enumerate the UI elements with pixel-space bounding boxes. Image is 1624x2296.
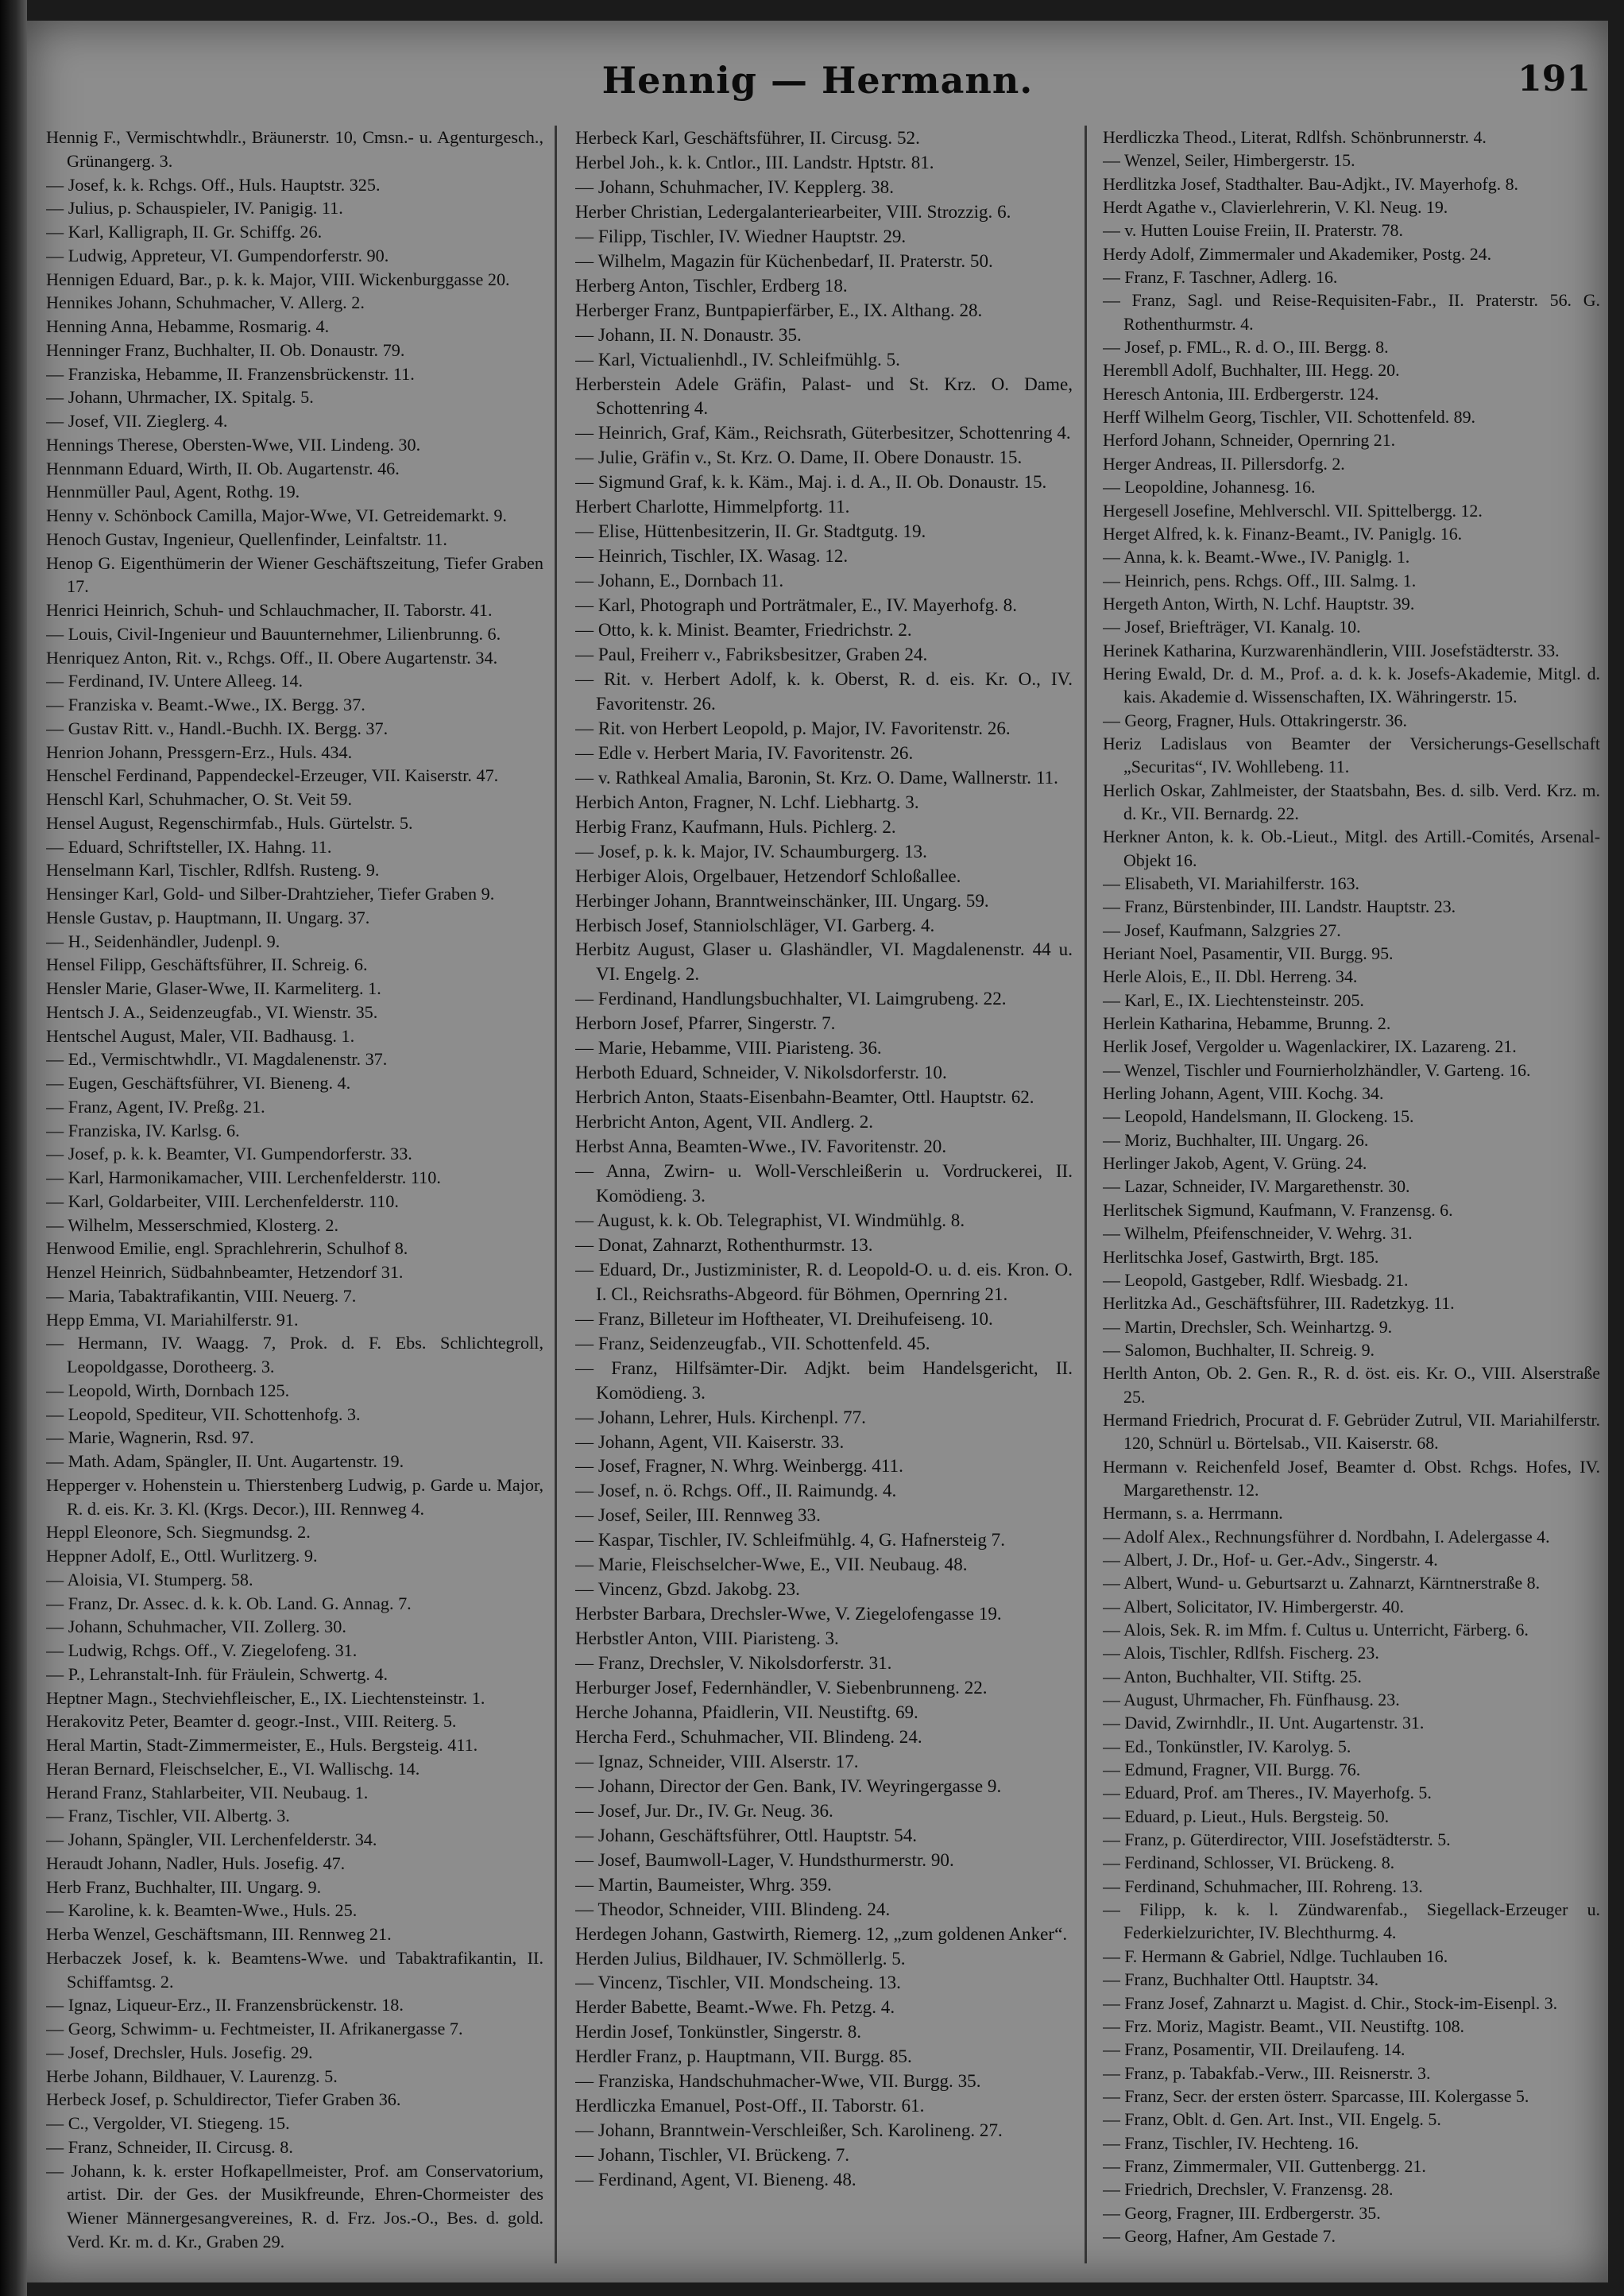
directory-entry: — Heinrich, Graf, Käm., Reichsrath, Güterbesitzer, Schottenring 4.: [575, 422, 1071, 443]
directory-entry: — Julius, p. Schauspieler, IV. Panigig. 11.: [46, 198, 343, 219]
directory-entry: Herff Wilhelm Georg, Tischler, VII. Schottenfeld. 89.: [1103, 407, 1476, 428]
directory-entry: — Franz, p. Güterdirector, VIII. Josefstädterstr. 5.: [1103, 1829, 1451, 1850]
directory-entry: — Wilhelm, Magazin für Küchenbedarf, II. Praterstr. 50.: [575, 250, 993, 271]
directory-entry: — Martin, Baumeister, Whrg. 359.: [575, 1873, 832, 1895]
directory-entry: — Maria, Tabaktrafikantin, VIII. Neuerg. 7.: [46, 1285, 357, 1306]
directory-entry: — Filipp, k. k. l. Zündwarenfab., Siegellack-Erzeuger u. Federkielzurichter, IV. Blechthurmg. 4.: [1103, 1899, 1600, 1943]
directory-entry: — Franz, F. Taschner, Adlerg. 16.: [1103, 267, 1338, 288]
directory-entry: — Karl, Harmonikamacher, VIII. Lerchenfelderstr. 110.: [46, 1167, 441, 1187]
directory-entry: — Josef, Drechsler, Huls. Josefig. 29.: [46, 2042, 313, 2062]
directory-entry: — Ludwig, Rchgs. Off., V. Ziegelofeng. 31.: [46, 1640, 358, 1660]
directory-entry: Herber Christian, Ledergalanteriearbeiter, VIII. Strozzig. 6.: [575, 200, 1011, 222]
directory-entry: — August, k. k. Ob. Telegraphist, VI. Windmühlg. 8.: [575, 1209, 965, 1230]
directory-entry: — Eugen, Geschäftsführer, VI. Bieneng. 4.: [46, 1073, 351, 1093]
directory-entry: — Josef, Briefträger, VI. Kanalg. 10.: [1103, 617, 1361, 637]
directory-entry: Herbel Joh., k. k. Cntlor., III. Landstr. Hptstr. 81.: [575, 151, 934, 172]
directory-entry: — H., Seidenhändler, Judenpl. 9.: [46, 931, 280, 951]
directory-entry: — Franziska v. Beamt.-Wwe., IX. Bergg. 37.: [46, 695, 365, 714]
directory-entry: — Ferdinand, Schlosser, VI. Brückeng. 8.: [1103, 1853, 1395, 1873]
directory-entry: Herbstler Anton, VIII. Piaristeng. 3.: [575, 1628, 839, 1649]
directory-entry: — Elisabeth, VI. Mariahilferstr. 163.: [1103, 873, 1360, 893]
directory-entry: — Josef, n. ö. Rchgs. Off., II. Raimundg. 4.: [575, 1480, 897, 1501]
directory-entry: — Donat, Zahnarzt, Rothenthurmstr. 13.: [575, 1233, 873, 1255]
directory-entry: Herberg Anton, Tischler, Erdberg 18.: [575, 274, 848, 296]
directory-entry: — Leopold, Gastgeber, Rdlf. Wiesbadg. 21.: [1103, 1269, 1409, 1290]
directory-entry: — Alois, Tischler, Rdlfsh. Fischerg. 23.: [1103, 1643, 1379, 1663]
directory-entry: — Franz, Dr. Assec. d. k. k. Ob. Land. G. Annag. 7.: [46, 1593, 412, 1613]
directory-entry: — Lazar, Schneider, IV. Margarethenstr. 30.: [1103, 1176, 1410, 1197]
directory-entry: Herbig Franz, Kaufmann, Huls. Pichlerg. 2.: [575, 815, 896, 837]
directory-entry: — Leopold, Spediteur, VII. Schottenhofg. 3.: [46, 1404, 361, 1424]
directory-entry: Herbeck Josef, p. Schuldirector, Tiefer Graben 36.: [46, 2089, 401, 2110]
directory-page: [27, 21, 1608, 2282]
directory-entry: Herand Franz, Stahlarbeiter, VII. Neubaug. 1.: [46, 1782, 369, 1802]
directory-entry: Herling Johann, Agent, VIII. Kochg. 34.: [1103, 1083, 1384, 1104]
directory-entry: — Albert, J. Dr., Hof- u. Ger.-Adv., Singerstr. 4.: [1103, 1549, 1438, 1570]
directory-entry: — Franz, Sagl. und Reise-Requisiten-Fabr., II. Praterstr. 56. G. Rothenthurmstr. 4.: [1103, 290, 1600, 334]
directory-entry: — Alois, Sek. R. im Mfm. f. Cultus u. Unterricht, Färberg. 6.: [1103, 1620, 1529, 1640]
directory-entry: — Karl, Kalligraph, II. Gr. Schiffg. 26.: [46, 222, 323, 242]
directory-entry: Henning Anna, Hebamme, Rosmarig. 4.: [46, 316, 330, 336]
directory-entry: — Louis, Civil-Ingenieur und Bauunternehmer, Lilienbrunng. 6.: [46, 623, 501, 644]
directory-entry: Herdy Adolf, Zimmermaler und Akademiker, Postg. 24.: [1103, 243, 1492, 264]
directory-entry: — Josef, Kaufmann, Salzgries 27.: [1103, 920, 1341, 940]
directory-entry: — Franz, Tischler, VII. Albertg. 3.: [46, 1806, 290, 1826]
directory-entry: Herlinger Jakob, Agent, V. Grüng. 24.: [1103, 1153, 1367, 1174]
directory-entry: — Eduard, Prof. am Theres., IV. Mayerhofg. 5.: [1103, 1783, 1432, 1803]
directory-entry: Herborn Josef, Pfarrer, Singerstr. 7.: [575, 1012, 836, 1034]
directory-entry: Henop G. Eigenthümerin der Wiener Geschäftszeitung, Tiefer Graben 17.: [46, 552, 543, 597]
directory-entry: Herbster Barbara, Drechsler-Wwe, V. Ziegelofengasse 19.: [575, 1603, 1002, 1624]
directory-entry: Heppner Adolf, E., Ottl. Wurlitzerg. 9.: [46, 1546, 318, 1566]
page-number: 191: [1518, 59, 1591, 99]
directory-entry: — Franz, Schneider, II. Circusg. 8.: [46, 2136, 293, 2157]
directory-entry: — Marie, Wagnerin, Rsd. 97.: [46, 1427, 254, 1448]
directory-entry: Herche Johanna, Pfaidlerin, VII. Neustiftg. 69.: [575, 1702, 918, 1722]
directory-entry: — Paul, Freiherr v., Fabriksbesitzer, Graben 24.: [575, 644, 928, 665]
directory-entry: — Josef, p. FML., R. d. O., III. Bergg. 8.: [1103, 337, 1389, 358]
directory-entry: — Wilhelm, Messerschmied, Klosterg. 2.: [46, 1214, 339, 1235]
directory-entry: — Eduard, p. Lieut., Huls. Bergsteig. 50.: [1103, 1806, 1390, 1826]
directory-entry: — Ignaz, Liqueur-Erz., II. Franzensbrückenstr. 18.: [46, 1995, 404, 2015]
directory-entry: — Georg, Schwimm- u. Fechtmeister, II. Afrikanergasse 7.: [46, 2019, 463, 2039]
directory-entry: Henrion Johann, Pressgern-Erz., Huls. 434.: [46, 741, 353, 762]
directory-entry: Herdler Franz, p. Hauptmann, VII. Burgg. 85.: [575, 2046, 912, 2067]
directory-entry: — Franz Josef, Zahnarzt u. Magist. d. Chir., Stock-im-Eisenpl. 3.: [1103, 1992, 1558, 2013]
directory-entry: — Heinrich, pens. Rchgs. Off., III. Salmg. 1.: [1103, 570, 1417, 590]
directory-entry: Herbitz August, Glaser u. Glashändler, VI. Magdalenenstr. 44 u. VI. Engelg. 2.: [575, 939, 1073, 985]
directory-entry: Heral Martin, Stadt-Zimmermeister, E., Huls. Bergsteig. 411.: [46, 1735, 478, 1755]
directory-entry: Heriant Noel, Pasamentir, VII. Burgg. 95.: [1103, 943, 1394, 964]
directory-entry: Herlein Katharina, Hebamme, Brunng. 2.: [1103, 1013, 1391, 1034]
directory-entry: Herdliczka Theod., Literat, Rdlfsh. Schönbrunnerstr. 4.: [1103, 127, 1487, 147]
directory-entry: — August, Uhrmacher, Fh. Fünfhausg. 23.: [1103, 1690, 1400, 1710]
directory-entry: — Franz, Seidenzeugfab., VII. Schottenfeld. 45.: [575, 1332, 930, 1353]
directory-entry: Heptner Magn., Stechviehfleischer, E., IX. Liechtensteinstr. 1.: [46, 1687, 485, 1708]
directory-entry: — Marie, Hebamme, VIII. Piaristeng. 36.: [575, 1037, 882, 1059]
directory-entry: Henwood Emilie, engl. Sprachlehrerin, Schulhof 8.: [46, 1238, 408, 1259]
directory-entry: — Johann, Uhrmacher, IX. Spitalg. 5.: [46, 387, 314, 408]
directory-entry: — F. Hermann & Gabriel, Ndlge. Tuchlauben 16.: [1103, 1946, 1448, 1966]
directory-entry: — Edle v. Herbert Maria, IV. Favoritenstr. 26.: [575, 741, 914, 763]
directory-entry: Hennikes Johann, Schuhmacher, V. Allerg. 2.: [46, 292, 365, 313]
directory-entry: Herbert Charlotte, Himmelpfortg. 11.: [575, 496, 850, 517]
directory-entry: — Karl, Victualienhdl., IV. Schleifmühlg. 5.: [575, 348, 900, 370]
directory-entry: — Edmund, Fragner, VII. Burgg. 76.: [1103, 1760, 1361, 1780]
directory-entry: Herlitzka Ad., Geschäftsführer, III. Radetzkyg. 11.: [1103, 1293, 1455, 1314]
directory-entry: — Johann, Schuhmacher, VII. Zollerg. 30.: [46, 1616, 346, 1637]
directory-entry: — Franz, Zimmermaler, VII. Guttenbergg. 21.: [1103, 2155, 1426, 2176]
directory-entry: Hepperger v. Hohenstein u. Thierstenberg Ludwig, p. Garde u. Major, R. d. eis. Kr. 3. Kl. (Krgs. Decor.), III. Rennweg 4.: [46, 1474, 543, 1519]
directory-entry: Herlik Josef, Vergolder u. Wagenlackirer, IX. Lazareng. 21.: [1103, 1036, 1517, 1057]
directory-entry: — Johann, Lehrer, Huls. Kirchenpl. 77.: [575, 1406, 866, 1427]
directory-entry: — Franz, Buchhalter Ottl. Hauptstr. 34.: [1103, 1969, 1379, 1990]
directory-entry: — Frz. Moriz, Magistr. Beamt., VII. Neustiftg. 108.: [1103, 2015, 1464, 2036]
column-divider: [555, 126, 557, 2263]
directory-entry: — Franz, Secr. der ersten österr. Sparcasse, III. Kolergasse 5.: [1103, 2085, 1529, 2106]
directory-entry: Herbrich Anton, Staats-Eisenbahn-Beamter, Ottl. Hauptstr. 62.: [575, 1086, 1034, 1108]
directory-entry: Herger Andreas, II. Pillersdorfg. 2.: [1103, 453, 1345, 474]
directory-entry: — Johann, Director der Gen. Bank, IV. Weyringergasse 9.: [575, 1775, 1002, 1796]
directory-entry: Henschel Ferdinand, Pappendeckel-Erzeuger, VII. Kaiserstr. 47.: [46, 765, 499, 786]
directory-entry: — Moriz, Buchhalter, III. Ungarg. 26.: [1103, 1129, 1369, 1150]
directory-entry: — Albert, Solicitator, IV. Himbergerstr. 40.: [1103, 1596, 1404, 1616]
directory-entry: — Franz, Tischler, IV. Hechteng. 16.: [1103, 2132, 1359, 2153]
directory-entry: — Rit. von Herbert Leopold, p. Major, IV. Favoritenstr. 26.: [575, 717, 1011, 738]
directory-entry: Herinek Katharina, Kurzwarenhändlerin, VIII. Josefstädterstr. 33.: [1103, 640, 1560, 660]
directory-entry: — Ludwig, Appreteur, VI. Gumpendorferstr. 90.: [46, 245, 389, 265]
directory-entry: — Adolf Alex., Rechnungsführer d. Nordbahn, I. Adelergasse 4.: [1103, 1526, 1550, 1547]
directory-entry: — David, Zwirnhdlr., II. Unt. Augartenstr. 31.: [1103, 1713, 1425, 1733]
directory-entry: — Sigmund Graf, k. k. Käm., Maj. i. d. A., II. Ob. Donaustr. 15.: [575, 471, 1047, 493]
directory-entry: Herbich Anton, Fragner, N. Lchf. Liebhartg. 3.: [575, 791, 919, 812]
directory-entry: Herden Julius, Bildhauer, IV. Schmöllerlg. 5.: [575, 1947, 906, 1969]
directory-entry: Hennmann Eduard, Wirth, II. Ob. Augartenstr. 46.: [46, 458, 400, 478]
directory-entry: — v. Hutten Louise Freiin, II. Praterstr. 78.: [1103, 220, 1403, 241]
directory-entry: — Ferdinand, Agent, VI. Bieneng. 48.: [575, 2169, 856, 2190]
directory-entry: Herlth Anton, Ob. 2. Gen. R., R. d. öst. eis. Kr. O., VIII. Alserstraße 25.: [1103, 1363, 1600, 1407]
directory-entry: Herba Wenzel, Geschäftsmann, III. Rennweg 21.: [46, 1924, 392, 1944]
directory-entry: Herkner Anton, k. k. Ob.-Lieut., Mitgl. des Artill.-Comités, Arsenal-Objekt 16.: [1103, 827, 1600, 870]
directory-entry: — Vincenz, Tischler, VII. Mondscheing. 13.: [575, 1972, 901, 1993]
directory-entry: Herford Johann, Schneider, Opernring 21.: [1103, 430, 1396, 451]
directory-entry: Herbst Anna, Beamten-Wwe., IV. Favoritenstr. 20.: [575, 1136, 947, 1157]
directory-entry: Hergesell Josefine, Mehlverschl. VII. Spittelbergg. 12.: [1103, 500, 1483, 521]
directory-entry: Heran Bernard, Fleischselcher, E., VI. Wallischg. 14.: [46, 1758, 420, 1779]
directory-entry: Heresch Antonia, III. Erdbergerstr. 124.: [1103, 383, 1379, 404]
directory-entry: — Aloisia, VI. Stumperg. 58.: [46, 1569, 253, 1589]
directory-entry: — Georg, Hafner, Am Gestade 7.: [1103, 2225, 1336, 2246]
directory-entry: Hermand Friedrich, Procurat d. F. Gebrüder Zutrul, VII. Mariahilferstr. 120, Schnürl u. Börtelsab., VII. Kaiserstr. 68.: [1103, 1409, 1600, 1454]
directory-entry: — v. Rathkeal Amalia, Baronin, St. Krz. O. Dame, Wallnerstr. 11.: [575, 766, 1058, 788]
directory-entry: Herdliczka Emanuel, Post-Off., II. Taborstr. 61.: [575, 2095, 925, 2116]
directory-entry: — Franz, Bürstenbinder, III. Landstr. Hauptstr. 23.: [1103, 896, 1456, 917]
directory-entry: Henschl Karl, Schuhmacher, O. St. Veit 59.: [46, 789, 353, 809]
directory-entry: Herberstein Adele Gräfin, Palast- und St. Krz. O. Dame, Schottenring 4.: [575, 373, 1073, 419]
directory-entry: — Josef, Baumwoll-Lager, V. Hundsthurmerstr. 90.: [575, 1849, 954, 1870]
directory-entry: — Salomon, Buchhalter, II. Schreig. 9.: [1103, 1339, 1375, 1360]
directory-entry: — Theodor, Schneider, VIII. Blindeng. 24.: [575, 1898, 891, 1919]
directory-entry: — Leopold, Handelsmann, II. Glockeng. 15.: [1103, 1106, 1414, 1127]
directory-entry: Herlich Oskar, Zahlmeister, der Staatsbahn, Bes. d. silb. Verd. Krz. m. d. Kr., VII. Bernardg. 22.: [1103, 780, 1600, 823]
directory-entry: Hennig F., Vermischtwhdlr., Bräunerstr. 10, Cmsn.- u. Agenturgesch., Grünangerg. 3.: [46, 127, 543, 171]
directory-entry: — Marie, Fleischselcher-Wwe, E., VII. Neubaug. 48.: [575, 1554, 968, 1575]
directory-entry: Henrici Heinrich, Schuh- und Schlauchmacher, II. Taborstr. 41.: [46, 600, 493, 620]
directory-entry: Herlitschka Josef, Gastwirth, Brgt. 185.: [1103, 1246, 1379, 1267]
directory-entry: — Karl, E., IX. Liechtensteinstr. 205.: [1103, 989, 1364, 1010]
directory-entry: Herdt Agathe v., Clavierlehrerin, V. Kl. Neug. 19.: [1103, 197, 1448, 218]
directory-entry: — Julie, Gräfin v., St. Krz. O. Dame, II. Obere Donaustr. 15.: [575, 447, 1023, 468]
directory-entry: Heppl Eleonore, Sch. Siegmundsg. 2.: [46, 1522, 311, 1543]
directory-entry: — Franz, Drechsler, V. Nikolsdorferstr. 31.: [575, 1652, 892, 1674]
directory-entry: Hergeth Anton, Wirth, N. Lchf. Hauptstr. 39.: [1103, 593, 1415, 614]
directory-entry: Herembll Adolf, Buchhalter, III. Hegg. 20.: [1103, 360, 1400, 381]
directory-entry: Herget Alfred, k. k. Finanz-Beamt., IV. Paniglg. 16.: [1103, 523, 1463, 544]
directory-entry: Herb Franz, Buchhalter, III. Ungarg. 9.: [46, 1876, 322, 1897]
directory-entry: Hensel August, Regenschirmfab., Huls. Gürtelstr. 5.: [46, 812, 413, 833]
running-head: Hennig — Hermann.: [601, 59, 1034, 102]
directory-entry: Herboth Eduard, Schneider, V. Nikolsdorferstr. 10.: [575, 1062, 947, 1083]
directory-entry: — Georg, Fragner, III. Erdbergerstr. 35.: [1103, 2202, 1381, 2223]
directory-entry: Hepp Emma, VI. Mariahilferstr. 91.: [46, 1309, 299, 1330]
directory-entry: Hensinger Karl, Gold- und Silber-Drahtzieher, Tiefer Graben 9.: [46, 884, 495, 904]
directory-entry: Henny v. Schönbock Camilla, Major-Wwe, VI. Getreidemarkt. 9.: [46, 505, 507, 525]
directory-entry: — Franz, Hilfsämter-Dir. Adjkt. beim Handelsgericht, II. Komödieng. 3.: [575, 1357, 1073, 1403]
directory-column-3: [1103, 126, 1600, 2271]
directory-entry: — Karl, Goldarbeiter, VIII. Lerchenfelderstr. 110.: [46, 1191, 399, 1211]
directory-entry: Hermann v. Reichenfeld Josef, Beamter d. Obst. Rchgs. Hofes, IV. Margarethenstr. 12.: [1103, 1456, 1600, 1500]
directory-entry: Hentsch J. A., Seidenzeugfab., VI. Wienstr. 35.: [46, 1001, 378, 1022]
directory-entry: Herlitschek Sigmund, Kaufmann, V. Franzensg. 6.: [1103, 1199, 1453, 1220]
column-divider: [1085, 126, 1087, 2263]
directory-entry: Hercha Ferd., Schuhmacher, VII. Blindeng. 24.: [575, 1725, 922, 1747]
directory-entry: — Josef, p. k. k. Beamter, VI. Gumpendorferstr. 33.: [46, 1144, 412, 1164]
directory-entry: — Heinrich, Tischler, IX. Wasag. 12.: [575, 545, 849, 567]
directory-entry: — C., Vergolder, VI. Stiegeng. 15.: [46, 2113, 290, 2133]
book-binding-edge: [0, 0, 27, 2296]
directory-entry: — Josef, VII. Zieglerg. 4.: [46, 411, 228, 431]
directory-entry: Henselmann Karl, Tischler, Rdlfsh. Rusteng. 9.: [46, 860, 380, 881]
directory-entry: Herbiger Alois, Orgelbauer, Hetzendorf Schloßallee.: [575, 865, 961, 886]
directory-entry: — Eduard, Dr., Justizminister, R. d. Leopold-O. u. d. eis. Kron. O. I. Cl., Reichsraths-Abgeord. für Böhmen, Opernring 21.: [575, 1258, 1073, 1304]
directory-entry: — Georg, Fragner, Huls. Ottakringerstr. 36.: [1103, 710, 1407, 730]
directory-entry: Herdegen Johann, Gastwirth, Riemerg. 12, „zum goldenen Anker“.: [575, 1922, 1068, 1944]
directory-entry: Herbisch Josef, Stanniolschläger, VI. Garberg. 4.: [575, 914, 935, 935]
directory-entry: — Franz, Oblt. d. Gen. Art. Inst., VII. Engelg. 5.: [1103, 2109, 1441, 2130]
directory-entry: — Franziska, IV. Karlsg. 6.: [46, 1120, 240, 1140]
directory-entry: Herburger Josef, Federnhändler, V. Siebenbrunneng. 22.: [575, 1677, 988, 1698]
directory-entry: — Josef, Jur. Dr., IV. Gr. Neug. 36.: [575, 1799, 833, 1821]
directory-entry: Heriz Ladislaus von Beamter der Versicherungs-Gesellschaft „Securitas“, IV. Wohllebeng. 11.: [1103, 733, 1600, 777]
directory-entry: Hermann, s. a. Herrmann.: [1103, 1503, 1283, 1524]
directory-entry: — Karoline, k. k. Beamten-Wwe., Huls. 25.: [46, 1900, 358, 1921]
directory-entry: — Wilhelm, Pfeifenschneider, V. Wehrg. 31.: [1103, 1223, 1413, 1244]
directory-entry: Hensler Marie, Glaser-Wwe, II. Karmeliterg. 1.: [46, 978, 381, 998]
directory-entry: Henzel Heinrich, Südbahnbeamter, Hetzendorf 31.: [46, 1262, 404, 1282]
directory-column-2: [575, 126, 1073, 2271]
directory-entry: — Franz, p. Tabakfab.-Verw., III. Reisnerstr. 3.: [1103, 2062, 1431, 2083]
directory-entry: — Johann, Branntwein-Verschleißer, Sch. Karolineng. 27.: [575, 2120, 1003, 2141]
directory-entry: Herbricht Anton, Agent, VII. Andlerg. 2.: [575, 1111, 874, 1133]
directory-entry: — Franz, Agent, IV. Preßg. 21.: [46, 1096, 265, 1117]
directory-entry: — Ferdinand, Schuhmacher, III. Rohreng. 13.: [1103, 1876, 1423, 1896]
directory-entry: — Kaspar, Tischler, IV. Schleifmühlg. 4, G. Hafnersteig 7.: [575, 1529, 1005, 1551]
directory-entry: — Johann, II. N. Donaustr. 35.: [575, 323, 802, 345]
directory-entry: — Anna, k. k. Beamt.-Wwe., IV. Paniglg. 1.: [1103, 547, 1410, 567]
page-header: [27, 59, 1608, 122]
directory-entry: — Anton, Buchhalter, VII. Stiftg. 25.: [1103, 1666, 1362, 1686]
directory-entry: Herakovitz Peter, Beamter d. geogr.-Inst., VIII. Reiterg. 5.: [46, 1711, 457, 1732]
directory-entry: — Johann, Spängler, VII. Lerchenfelderstr. 34.: [46, 1829, 377, 1849]
directory-entry: — Filipp, Tischler, IV. Wiedner Hauptstr. 29.: [575, 225, 907, 246]
directory-entry: — Leopold, Wirth, Dornbach 125.: [46, 1380, 290, 1400]
directory-entry: Hentschel August, Maler, VII. Badhausg. 1.: [46, 1025, 355, 1046]
directory-entry: Herbeck Karl, Geschäftsführer, II. Circusg. 52.: [575, 127, 920, 148]
directory-entry: Herdlitzka Josef, Stadthalter. Bau-Adjkt., IV. Mayerhofg. 8.: [1103, 173, 1519, 194]
directory-entry: — Anna, Zwirn- u. Woll-Verschleißerin u. Vordruckerei, II. Komödieng. 3.: [575, 1160, 1073, 1206]
directory-entry: — Johann, Schuhmacher, IV. Kepplerg. 38.: [575, 176, 895, 197]
directory-column-1: [46, 126, 543, 2271]
directory-entry: — Johann, Geschäftsführer, Ottl. Hauptstr. 54.: [575, 1824, 918, 1845]
directory-entry: Herbe Johann, Bildhauer, V. Laurenzg. 5.: [46, 2066, 338, 2086]
directory-entry: Hensel Filipp, Geschäftsführer, II. Schreig. 6.: [46, 954, 368, 975]
directory-entry: — Ferdinand, IV. Untere Alleeg. 14.: [46, 671, 304, 691]
directory-entry: — Franz, Billeteur im Hoftheater, VI. Dreihufeiseng. 10.: [575, 1307, 993, 1329]
directory-entry: Herberger Franz, Buntpapierfärber, E., IX. Althang. 28.: [575, 299, 983, 320]
directory-entry: Henoch Gustav, Ingenieur, Quellenfinder, Leinfaltstr. 11.: [46, 529, 447, 549]
directory-entry: — Otto, k. k. Minist. Beamter, Friedrichstr. 2.: [575, 619, 912, 641]
directory-entry: Herbinger Johann, Branntweinschänker, III. Ungarg. 59.: [575, 889, 989, 911]
directory-entry: — Eduard, Schriftsteller, IX. Hahng. 11.: [46, 836, 332, 857]
directory-entry: Herle Alois, E., II. Dbl. Herreng. 34.: [1103, 966, 1358, 987]
directory-entry: Hering Ewald, Dr. d. M., Prof. a. d. k. k. Josefs-Akademie, Mitgl. d. kais. Akademie d. Wissenschaften, IX. Währingerstr. 15.: [1103, 663, 1600, 707]
directory-entry: Herdin Josef, Tonkünstler, Singerstr. 8.: [575, 2021, 862, 2042]
directory-entry: Heraudt Johann, Nadler, Huls. Josefig. 47.: [46, 1853, 346, 1873]
directory-entry: — Math. Adam, Spängler, II. Unt. Augartenstr. 19.: [46, 1451, 404, 1471]
directory-entry: — Franziska, Hebamme, II. Franzensbrückenstr. 11.: [46, 363, 415, 384]
directory-entry: — Wenzel, Tischler und Fournierholzhändler, V. Garteng. 16.: [1103, 1059, 1531, 1080]
directory-entry: — Hermann, IV. Waagg. 7, Prok. d. F. Ebs. Schlichtegroll, Leopoldgasse, Dorotheerg. 3.: [46, 1333, 543, 1376]
directory-entry: — Elise, Hüttenbesitzerin, II. Gr. Stadtgutg. 19.: [575, 521, 926, 542]
directory-entry: — Albert, Wund- u. Geburtsarzt u. Zahnarzt, Kärntnerstraße 8.: [1103, 1573, 1541, 1593]
directory-entry: — Johann, Tischler, VI. Brückeng. 7.: [575, 2144, 850, 2166]
directory-entry: Herbaczek Josef, k. k. Beamtens-Wwe. und Tabaktrafikantin, II. Schiffamtsg. 2.: [46, 1947, 543, 1992]
directory-entry: — P., Lehranstalt-Inh. für Fräulein, Schwertg. 4.: [46, 1663, 389, 1684]
directory-entry: Herder Babette, Beamt.-Wwe. Fh. Petzg. 4.: [575, 1996, 895, 2018]
directory-entry: — Gustav Ritt. v., Handl.-Buchh. IX. Bergg. 37.: [46, 718, 389, 738]
directory-entry: — Ferdinand, Handlungsbuchhalter, VI. Laimgrubeng. 22.: [575, 988, 1007, 1009]
directory-entry: Henriquez Anton, Rit. v., Rchgs. Off., II. Obere Augartenstr. 34.: [46, 647, 498, 668]
directory-entry: — Josef, Fragner, N. Whrg. Weinbergg. 411.: [575, 1455, 903, 1477]
directory-entry: — Wenzel, Seiler, Himbergerstr. 15.: [1103, 150, 1355, 171]
directory-entry: — Ignaz, Schneider, VIII. Alserstr. 17.: [575, 1750, 859, 1771]
directory-entry: — Vincenz, Gbzd. Jakobg. 23.: [575, 1578, 800, 1600]
directory-entry: — Karl, Photograph und Porträtmaler, E., IV. Mayerhofg. 8.: [575, 594, 1017, 616]
directory-entry: — Franz, Posamentir, VII. Dreilaufeng. 14.: [1103, 2039, 1406, 2060]
directory-entry: Henninger Franz, Buchhalter, II. Ob. Donaustr. 79.: [46, 339, 405, 360]
directory-entry: — Martin, Drechsler, Sch. Weinhartzg. 9.: [1103, 1316, 1393, 1337]
directory-entry: Hensle Gustav, p. Hauptmann, II. Ungarg. 37.: [46, 907, 370, 927]
directory-entry: — Josef, k. k. Rchgs. Off., Huls. Hauptstr. 325.: [46, 174, 381, 195]
directory-entry: Hennmüller Paul, Agent, Rothg. 19.: [46, 482, 300, 502]
directory-entry: — Josef, Seiler, III. Rennweg 33.: [575, 1504, 821, 1526]
directory-entry: — Josef, p. k. k. Major, IV. Schaumburgerg. 13.: [575, 840, 927, 861]
directory-entry: — Johann, E., Dornbach 11.: [575, 570, 784, 591]
directory-entry: — Leopoldine, Johannesg. 16.: [1103, 477, 1316, 498]
directory-entry: Hennigen Eduard, Bar., p. k. k. Major, VIII. Wickenburggasse 20.: [46, 269, 510, 289]
directory-entry: — Ed., Tonkünstler, IV. Karolyg. 5.: [1103, 1736, 1351, 1756]
directory-entry: — Franziska, Handschuhmacher-Wwe, VII. Burgg. 35.: [575, 2070, 981, 2092]
directory-entry: Hennings Therese, Obersten-Wwe, VII. Lindeng. 30.: [46, 434, 421, 455]
directory-entry: — Johann, k. k. erster Hofkapellmeister, Prof. am Conservatorium, artist. Dir. der Ges. der Musikfreunde, Ehren-Chormeister des Wiener Männergesangvereines, R. d. Frz. Jos.-O., Bes. d. gold. Verd. Kr. m. d. Kr., Graben 29.: [46, 2160, 543, 2251]
directory-entry: — Rit. v. Herbert Adolf, k. k. Oberst, R. d. eis. Kr. O., IV. Favoritenstr. 26.: [575, 668, 1073, 714]
directory-entry: — Friedrich, Drechsler, V. Franzensg. 28.: [1103, 2179, 1394, 2200]
directory-entry: — Johann, Agent, VII. Kaiserstr. 33.: [575, 1431, 845, 1452]
directory-entry: — Ed., Vermischtwhdlr., VI. Magdalenenstr. 37.: [46, 1049, 388, 1070]
